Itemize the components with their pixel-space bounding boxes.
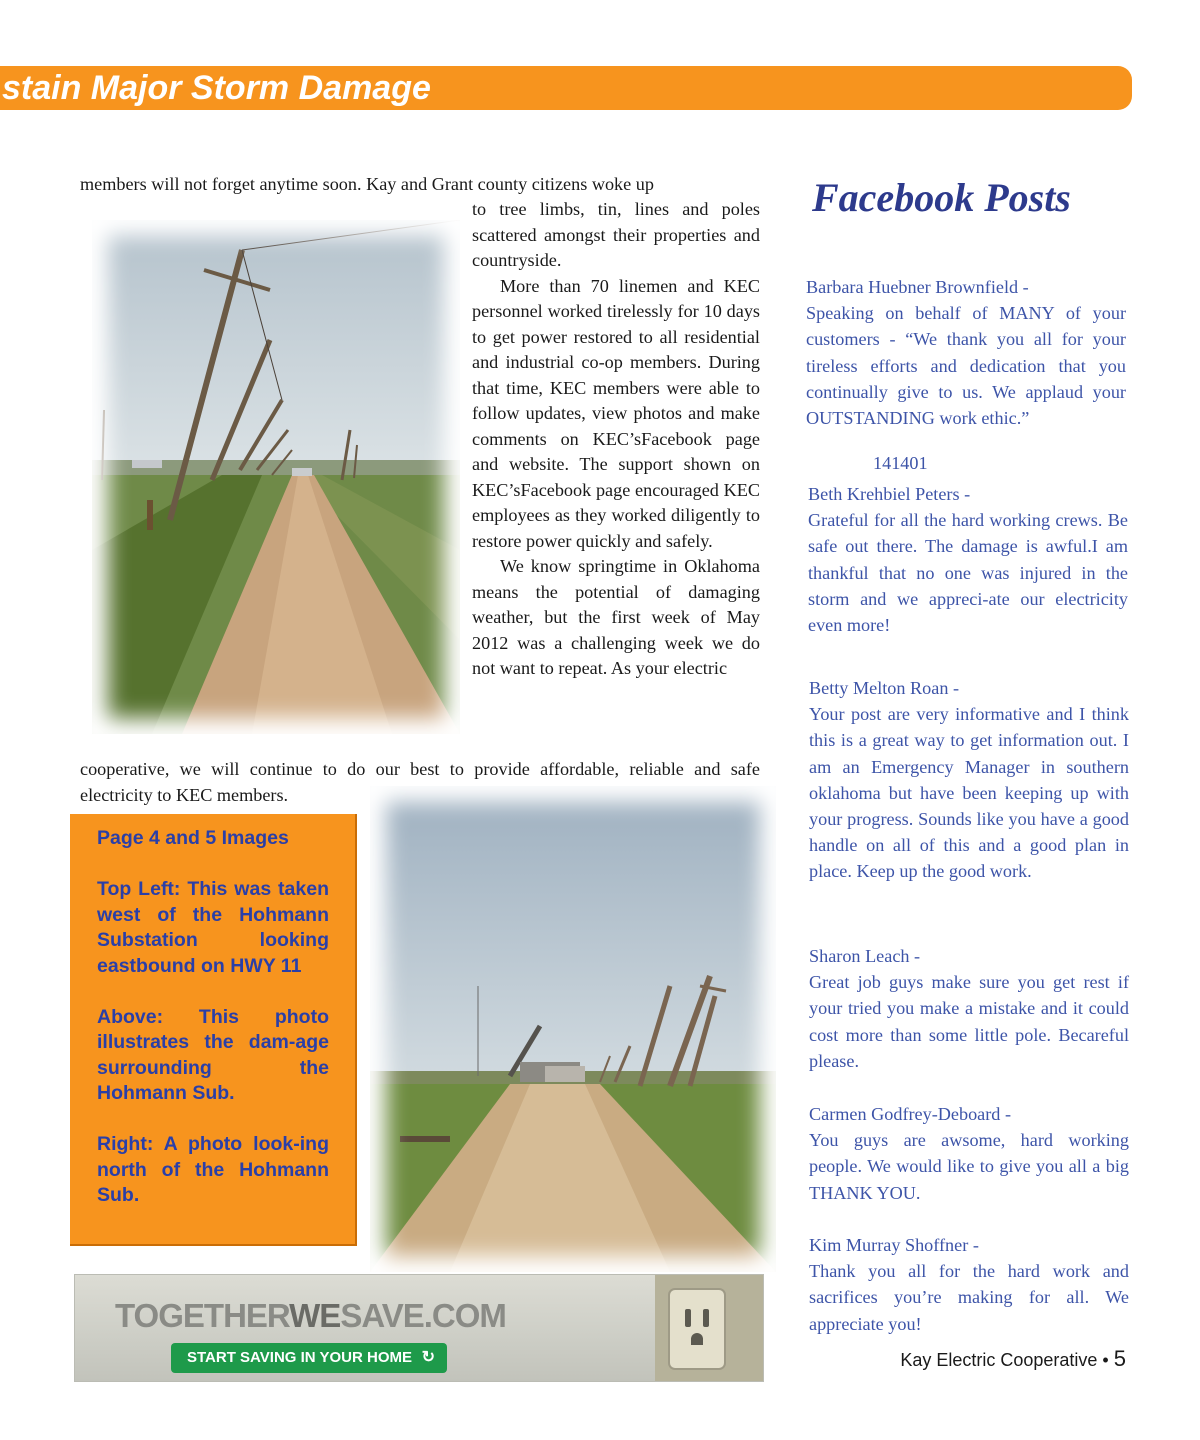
caption-right: Right: A photo look-ing north of the Hohmann Sub. [97, 1133, 329, 1206]
caption-heading: Page 4 and 5 Images [97, 827, 289, 849]
photo-crew-road [370, 786, 776, 1272]
facebook-post [809, 1101, 1129, 1206]
post-text: Grateful for all the hard working crews. Be safe out there. The damage is awful.I am thankful that no one was injured in the storm and we appreci-ate our electricity even more! [808, 510, 1128, 636]
together-we-save-ad[interactable] [74, 1274, 764, 1382]
facebook-posts-title: Facebook Posts [812, 175, 1071, 220]
caption-top-left: Top Left: This was taken west of the Hohmann Substation looking eastbound on HWY 11 [97, 878, 329, 977]
footer-publication: Kay Electric Cooperative [900, 1350, 1098, 1370]
page-footer [900, 1346, 1126, 1372]
post-author: Carmen Godfrey-Deboard - [809, 1104, 1011, 1124]
post-text: Thank you all for the hard work and sacrifices you’re making for all. We appreciate you! [809, 1261, 1129, 1334]
image-caption-box [70, 814, 357, 1246]
post-author: Kim Murray Shoffner - [809, 1235, 979, 1255]
ad-headline [115, 1297, 506, 1335]
facebook-post [809, 675, 1129, 885]
refresh-arrow-icon: ↻ [421, 1349, 435, 1366]
post-mark: 141401 [873, 453, 928, 473]
article-column [472, 197, 760, 682]
footer-separator: • [1102, 1350, 1109, 1370]
article-first-line: members will not forget anytime soon. Kay and Grant county citizens woke up [80, 174, 654, 194]
ad-text-save: SAVE.COM [340, 1297, 506, 1334]
storm-damage-photo-top-left [92, 220, 460, 734]
caption-above: Above: This photo illustrates the dam-age surrounding the Hohmann Sub. [97, 1005, 329, 1104]
facebook-post [809, 943, 1129, 1074]
article-paragraph-2: More than 70 linemen and KEC personnel worked tirelessly for 10 days to get power restored to all residential and industrial co-op members. During that time, KEC members were able to follow updates, view photos and make comments on KEC’sFacebook page and website. The support shown on KEC’sFacebook page encouraged KEC employees as they worked diligently to restore power quickly and safely. [472, 275, 760, 551]
start-saving-button[interactable] [171, 1343, 447, 1373]
page-title: stain Major Storm Damage [2, 69, 431, 107]
article-ending: cooperative, we will continue to do our best to provide affordable, reliable and safe electricity to KEC members. [80, 759, 760, 805]
post-text: Speaking on behalf of MANY of your customers - “We thank you all for your tireless efforts and dedication that you continually give to us. We applaud your OUTSTANDING work ethic.” [806, 303, 1126, 429]
ad-text-we: WE [289, 1297, 341, 1334]
article-paragraph-1: to tree limbs, tin, lines and poles scattered amongst their properties and countryside. [472, 199, 760, 270]
facebook-post [808, 481, 1128, 638]
storm-damage-photo-right [370, 786, 776, 1272]
post-author: Barbara Huebner Brownfield - [806, 277, 1029, 297]
post-author: Betty Melton Roan - [809, 678, 960, 698]
post-text: Great job guys make sure you get rest if your tried you make a mistake and it could cost more than some little pole. Becareful please. [809, 972, 1129, 1071]
ad-text-together: TOGETHER [115, 1297, 290, 1334]
power-outlet-icon [655, 1275, 764, 1382]
ad-cta-label: START SAVING IN YOUR HOME [187, 1349, 413, 1366]
post-text: You guys are awsome, hard working people. We would like to give you all a big THANK YOU. [809, 1130, 1129, 1203]
photo-poles-road [92, 220, 460, 734]
page-number: 5 [1113, 1346, 1126, 1371]
header-banner [0, 66, 1132, 110]
facebook-post [806, 274, 1126, 431]
facebook-post [809, 1232, 1129, 1337]
post-author: Sharon Leach - [809, 946, 921, 966]
post-author: Beth Krehbiel Peters - [808, 484, 971, 504]
post-text: Your post are very informative and I think this is a great way to get information out. I am an Emergency Manager in southern oklahoma but have been keeping up with your progress. Sounds like you have a good handle on all of this and a good plan in place. Keep up the good work. [809, 704, 1129, 882]
article-paragraph-3: We know springtime in Oklahoma means the potential of damaging weather, but the first week of May 2012 was a challenging week we do not want to repeat. As your electric [472, 556, 760, 678]
